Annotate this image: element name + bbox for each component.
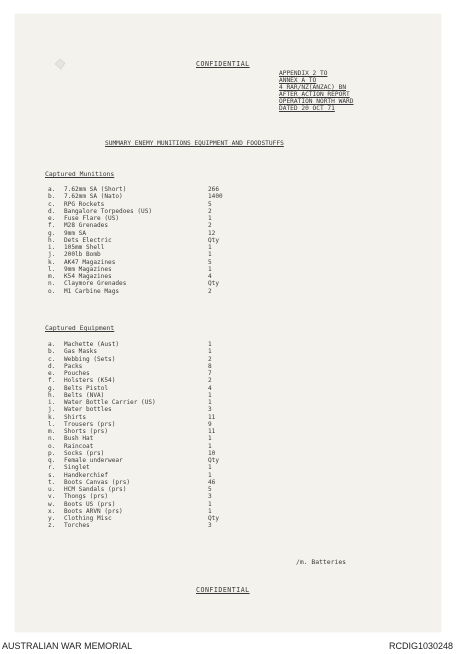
list-item: h. Dets Electric Qty [48,236,220,244]
appendix-line: DATED 20 OCT 71 [279,105,335,113]
list-item: j. Water bottles 3 [48,406,212,414]
list-item: j. 200lb Bomb 1 [48,251,212,259]
header-classification: CONFIDENTIAL [196,60,250,68]
archive-reference: RCDIG1030248 [388,641,453,651]
list-item: i. 105mm Shell 1 [48,244,212,251]
list-item: l. 9mm Magazines 1 [48,265,212,273]
list-item: p. Socks (prs) 10 [48,449,216,457]
list-item: o. M1 Carbine Mags 2 [48,287,212,295]
equipment-heading: Captured Equipment [45,324,115,332]
list-item: u. HCM Sandals (prs) 5 [48,486,212,493]
munitions-heading: Captured Munitions [45,170,115,178]
list-item: m. Shorts (prs) 11 [48,428,216,435]
list-item: d. Bangalore Torpedoes (US) 2 [48,207,212,215]
list-item: c. RPG Rockets 5 [48,200,212,208]
list-item: n. Claymore Grenades Qty [48,280,220,288]
list-item: k. Shirts 11 [48,413,216,421]
appendix-line: ANNEX A TO [279,77,317,85]
list-item: c. Webbing (Sets) 2 [48,355,212,363]
list-item: b. 7.62mm SA (Nato) 1400 [48,193,223,201]
list-item: n. Bush Hat 1 [48,435,212,443]
document-page [15,14,441,632]
footer-classification: CONFIDENTIAL [196,586,250,594]
archive-footer [0,641,456,654]
list-item: e. Pouches 7 [48,370,212,377]
munitions-list [48,186,248,295]
list-item: k. AK47 Magazines 5 [48,258,212,266]
appendix-line: AFTER ACTION REPORT [279,91,350,99]
list-item: t. Boots Canvas (prs) 46 [48,478,216,486]
list-item: l. Trousers (prs) 9 [48,420,212,428]
appendix-line: APPENDIX 2 TO [279,70,328,77]
list-item: o. Raincoat 1 [48,442,212,450]
list-item: e. Fuse Flare (US) 1 [48,215,212,222]
appendix-line: 4 RAR/NZ(ANZAC) BN [279,84,347,92]
list-item: h. Belts (NVA) 1 [48,391,212,399]
appendix-line: OPERATION NORTH WARD [279,98,354,106]
list-item: d. Packs 8 [48,362,212,370]
list-item: s. Handkerchief 1 [48,471,212,479]
list-item: g. Belts Pistol 4 [48,384,212,392]
continuation-note: /m. Batteries [296,558,347,566]
list-item: f. M28 Grenades 2 [48,222,212,230]
list-item: r. Singlet 1 [48,464,212,472]
list-item: v. Thongs (prs) 3 [48,493,212,501]
list-item: i. Water Bottle Carrier (US) 1 [48,399,212,406]
list-item: w. Boots US (prs) 1 [48,500,212,508]
list-item: b. Gas Masks 1 [48,348,212,356]
list-item: a. 7.62mm SA (Short) 266 [48,186,220,193]
archive-name: AUSTRALIAN WAR MEMORIAL [2,641,133,651]
list-item: q. Female underwear Qty [48,457,220,464]
equipment-list [48,341,248,530]
list-item: y. Clothing Misc Qty [48,515,220,522]
list-item: g. 9mm SA 12 [48,229,216,237]
punch-hole-mark [53,57,67,71]
list-item: z. Torches 3 [48,522,212,530]
list-item: x. Boots ARVN (prs) 1 [48,507,212,515]
list-item: m. K54 Magazines 4 [48,273,212,280]
list-item: a. Machette (Aust) 1 [48,341,212,348]
summary-title: SUMMARY ENEMY MUNITIONS EQUIPMENT AND FOODSTUFFS [105,140,284,147]
appendix-reference [279,70,354,113]
list-item: f. Holsters (K54) 2 [48,377,212,385]
